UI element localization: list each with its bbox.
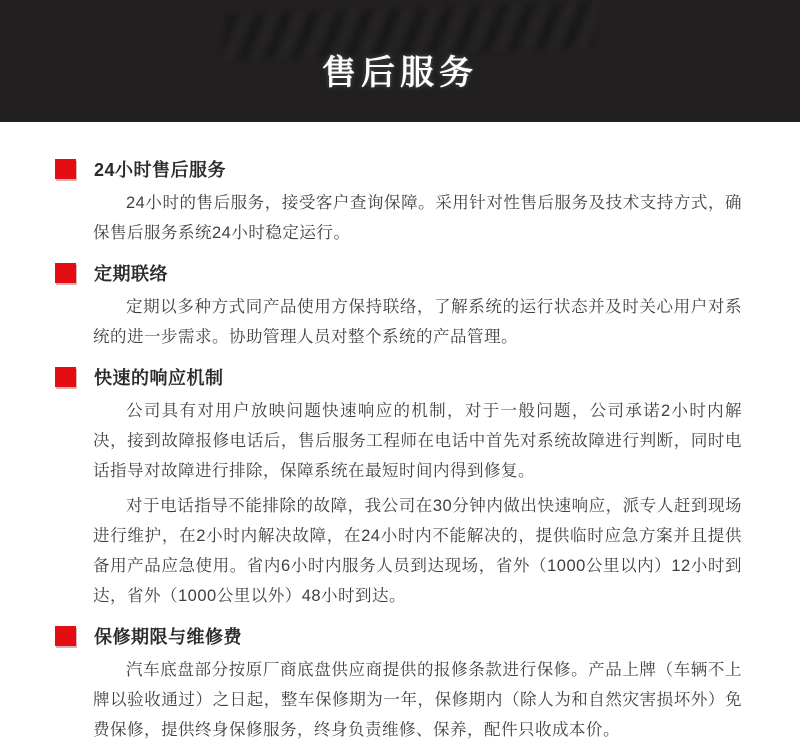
section-heading-row (55, 623, 742, 649)
section-regular-contact (55, 260, 742, 352)
section-title: 快速的响应机制 (94, 368, 224, 388)
red-square-bullet (55, 263, 76, 283)
red-square-bullet (55, 626, 76, 646)
section-paragraph: 汽车底盘部分按原厂商底盘供应商提供的报修条款进行保修。产品上牌（车辆不上牌以验收通过）之日起，整车保修期为一年，保修期内（除人为和自然灾害损坏外）免费保修，提供终身保修服务，终身负责维修、保养，配件只收成本价。 (93, 661, 742, 739)
section-24h-service (55, 156, 742, 248)
content (0, 122, 800, 741)
section-paragraph: 定期以多种方式同产品使用方保持联络，了解系统的运行状态并及时关心用户对系统的进一步需求。协助管理人员对整个系统的产品管理。 (93, 298, 742, 346)
section-title: 24小时售后服务 (94, 160, 227, 180)
page-header (0, 0, 800, 122)
section-paragraph: 24小时的售后服务，接受客户查询保障。采用针对性售后服务及技术支持方式，确保售后服务系统24小时稳定运行。 (93, 194, 742, 242)
page-title: 售后服务 (322, 53, 478, 92)
section-warranty (55, 623, 742, 741)
section-title: 定期联络 (94, 264, 168, 284)
red-square-bullet (55, 159, 76, 179)
section-quick-response (55, 364, 742, 611)
section-title: 保修期限与维修费 (94, 627, 242, 647)
section-heading-row (55, 364, 742, 390)
section-heading-row (55, 260, 742, 286)
section-paragraph: 公司具有对用户放映问题快速响应的机制，对于一般问题，公司承诺2小时内解决，接到故障报修电话后，售后服务工程师在电话中首先对系统故障进行判断，同时电话指导对故障进行排除，保障系统在最短时间内得到修复。 (93, 402, 742, 480)
section-heading-row (55, 156, 742, 182)
red-square-bullet (55, 367, 76, 387)
section-paragraph: 对于电话指导不能排除的故障，我公司在30分钟内做出快速响应，派专人赶到现场进行维护，在2小时内解决故障，在24小时内不能解决的，提供临时应急方案并且提供备用产品应急使用。省内6小时内服务人员到达现场，省外（1000公里以内）12小时到达，省外（1000公里以外）48小时到达。 (93, 497, 742, 605)
